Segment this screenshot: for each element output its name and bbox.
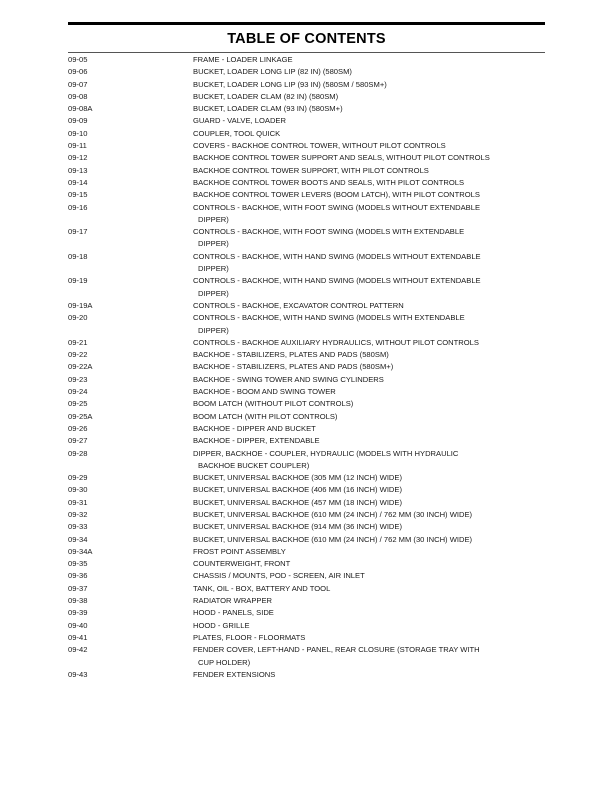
toc-entry-description-line1: BUCKET, UNIVERSAL BACKHOE (406 MM (16 INCH) WIDE) [193, 485, 403, 495]
toc-entry-code: 09-30 [68, 485, 88, 495]
toc-entry-description-line1: BUCKET, UNIVERSAL BACKHOE (457 MM (18 INCH) WIDE) [193, 497, 403, 507]
toc-entry[interactable] [68, 484, 558, 496]
toc-entry-code: 09-39 [68, 608, 88, 618]
toc-entry-description-line1: BACKHOE CONTROL TOWER LEVERS (BOOM LATCH), WITH PILOT CONTROLS [193, 190, 480, 200]
toc-entry-code: 09-08A [68, 104, 93, 114]
toc-entry[interactable] [68, 546, 558, 558]
toc-entry-code: 09-10 [68, 128, 88, 138]
toc-entry[interactable] [68, 607, 558, 619]
toc-entry-description [193, 583, 558, 595]
toc-entry-description-line1: BACKHOE CONTROL TOWER SUPPORT, WITH PILOT CONTROLS [193, 165, 429, 175]
toc-entry[interactable] [68, 337, 558, 349]
toc-entry-code: 09-34A [68, 546, 93, 556]
toc-entry[interactable] [68, 644, 558, 669]
toc-entry-description [193, 79, 558, 91]
toc-entry[interactable] [68, 152, 558, 164]
toc-entry-description-line1: BUCKET, UNIVERSAL BACKHOE (610 MM (24 INCH) / 762 MM (30 INCH) WIDE) [193, 534, 473, 544]
toc-entry-code: 09-15 [68, 190, 88, 200]
table-of-contents-list [68, 54, 558, 681]
toc-entry[interactable] [68, 435, 558, 447]
toc-entry[interactable] [68, 386, 558, 398]
toc-entry-description [193, 398, 558, 410]
toc-entry-description-line1: BACKHOE - STABILIZERS, PLATES AND PADS (580SM) [193, 350, 389, 360]
toc-entry[interactable] [68, 115, 558, 127]
toc-entry-code: 09-07 [68, 79, 88, 89]
toc-entry-description-line1: DIPPER, BACKHOE - COUPLER, HYDRAULIC (MODELS WITH HYDRAULIC [193, 448, 459, 458]
toc-entry-description-line1: CONTROLS - BACKHOE, WITH FOOT SWING (MODELS WITH EXTENDABLE [193, 227, 465, 237]
toc-entry-description-line1: BACKHOE CONTROL TOWER BOOTS AND SEALS, WITH PILOT CONTROLS [193, 177, 465, 187]
toc-entry-description [193, 546, 558, 558]
toc-entry-code: 09-32 [68, 509, 88, 519]
toc-entry-description-line2: DIPPER) [198, 264, 229, 274]
toc-entry-description-line1: PLATES, FLOOR - FLOORMATS [193, 632, 306, 642]
toc-entry-code: 09-17 [68, 227, 88, 237]
toc-entry-code: 09-25 [68, 399, 88, 409]
toc-entry-description-line1: CONTROLS - BACKHOE, WITH FOOT SWING (MODELS WITHOUT EXTENDABLE [193, 202, 481, 212]
toc-entry-description [193, 91, 558, 103]
toc-entry[interactable] [68, 509, 558, 521]
toc-entry[interactable] [68, 275, 558, 300]
toc-entry-code: 09-29 [68, 473, 88, 483]
toc-entry[interactable] [68, 595, 558, 607]
toc-entry-description-line1: BACKHOE - DIPPER, EXTENDABLE [193, 436, 320, 446]
toc-entry-description [193, 448, 558, 473]
toc-entry-code: 09-21 [68, 337, 88, 347]
toc-entry[interactable] [68, 570, 558, 582]
toc-entry-description-line1: BOOM LATCH (WITH PILOT CONTROLS) [193, 411, 338, 421]
toc-entry[interactable] [68, 91, 558, 103]
toc-entry-description-line1: BACKHOE - SWING TOWER AND SWING CYLINDERS [193, 374, 384, 384]
toc-entry[interactable] [68, 140, 558, 152]
toc-entry-description-line1: BUCKET, UNIVERSAL BACKHOE (610 MM (24 INCH) / 762 MM (30 INCH) WIDE) [193, 509, 473, 519]
toc-entry[interactable] [68, 54, 558, 66]
toc-entry-code: 09-12 [68, 153, 88, 163]
toc-entry[interactable] [68, 251, 558, 276]
toc-entry-description-line1: FROST POINT ASSEMBLY [193, 546, 286, 556]
toc-entry-description-line1: BACKHOE - STABILIZERS, PLATES AND PADS (580SM+) [193, 362, 394, 372]
toc-entry-code: 09-40 [68, 620, 88, 630]
toc-entry-code: 09-11 [68, 141, 87, 151]
toc-entry-code: 09-13 [68, 165, 88, 175]
toc-entry[interactable] [68, 189, 558, 201]
toc-entry-description [193, 669, 558, 681]
toc-entry-description [193, 251, 558, 276]
toc-entry[interactable] [68, 177, 558, 189]
toc-entry-description [193, 66, 558, 78]
toc-entry-description [193, 374, 558, 386]
toc-entry-description [193, 165, 558, 177]
toc-entry-code: 09-38 [68, 596, 88, 606]
toc-entry[interactable] [68, 448, 558, 473]
toc-entry-description-line1: BUCKET, LOADER LONG LIP (93 IN) (580SM / 580SM+) [193, 79, 387, 89]
toc-entry-description-line1: COVERS - BACKHOE CONTROL TOWER, WITHOUT PILOT CONTROLS [193, 141, 446, 151]
toc-entry-description-line1: COUPLER, TOOL QUICK [193, 128, 281, 138]
toc-entry-description-line1: BUCKET, UNIVERSAL BACKHOE (914 MM (36 INCH) WIDE) [193, 522, 403, 532]
toc-entry-description [193, 570, 558, 582]
toc-entry-description [193, 177, 558, 189]
toc-entry-description-line1: GUARD - VALVE, LOADER [193, 116, 286, 126]
toc-entry[interactable] [68, 374, 558, 386]
toc-entry-description-line1: COUNTERWEIGHT, FRONT [193, 559, 291, 569]
toc-entry-description-line1: CONTROLS - BACKHOE AUXILIARY HYDRAULICS, WITHOUT PILOT CONTROLS [193, 337, 479, 347]
toc-entry-description [193, 202, 558, 227]
toc-entry-description-line1: FENDER EXTENSIONS [193, 669, 276, 679]
toc-entry-description [193, 337, 558, 349]
toc-entry-description-line1: HOOD - PANELS, SIDE [193, 608, 274, 618]
toc-entry-code: 09-23 [68, 374, 88, 384]
toc-entry-description-line2: DIPPER) [198, 325, 229, 335]
toc-entry-description [193, 189, 558, 201]
toc-entry-code: 09-20 [68, 313, 88, 323]
toc-entry[interactable] [68, 521, 558, 533]
toc-entry[interactable] [68, 583, 558, 595]
toc-entry-description-line1: BUCKET, LOADER CLAM (82 IN) (580SM) [193, 91, 339, 101]
toc-entry-description-line1: HOOD - GRILLE [193, 620, 250, 630]
header-bottom-rule [68, 52, 545, 53]
toc-entry-description-line2: CUP HOLDER) [198, 657, 251, 667]
toc-entry-description [193, 620, 558, 632]
toc-entry-description [193, 411, 558, 423]
toc-entry-code: 09-27 [68, 436, 88, 446]
toc-entry-description-line1: CONTROLS - BACKHOE, EXCAVATOR CONTROL PATTERN [193, 300, 404, 310]
toc-entry-code: 09-19A [68, 300, 93, 310]
toc-entry[interactable] [68, 128, 558, 140]
toc-entry-code: 09-25A [68, 411, 93, 421]
toc-entry-code: 09-22A [68, 362, 93, 372]
toc-entry-description-line1: BACKHOE - DIPPER AND BUCKET [193, 423, 316, 433]
toc-entry-description [193, 349, 558, 361]
toc-entry-description-line1: FENDER COVER, LEFT-HAND - PANEL, REAR CLOSURE (STORAGE TRAY WITH [193, 645, 480, 655]
toc-entry-code: 09-08 [68, 91, 88, 101]
toc-entry-description-line1: RADIATOR WRAPPER [193, 596, 273, 606]
toc-entry-code: 09-24 [68, 387, 88, 397]
header-top-rule [68, 22, 545, 25]
toc-entry-code: 09-18 [68, 251, 88, 261]
toc-entry-description-line1: BUCKET, LOADER CLAM (93 IN) (580SM+) [193, 104, 343, 114]
toc-entry-description-line1: TANK, OIL - BOX, BATTERY AND TOOL [193, 583, 331, 593]
toc-entry-description [193, 521, 558, 533]
toc-entry-description [193, 300, 558, 312]
toc-entry[interactable] [68, 472, 558, 484]
toc-entry-code: 09-34 [68, 534, 88, 544]
toc-entry-description [193, 435, 558, 447]
page-title: TABLE OF CONTENTS [227, 31, 386, 47]
toc-entry-code: 09-28 [68, 448, 88, 458]
toc-entry[interactable] [68, 632, 558, 644]
toc-entry-description [193, 484, 558, 496]
toc-entry-code: 09-42 [68, 645, 88, 655]
toc-entry-code: 09-41 [68, 632, 88, 642]
toc-entry-description [193, 472, 558, 484]
toc-entry-description [193, 386, 558, 398]
toc-entry-code: 09-33 [68, 522, 88, 532]
toc-entry-description [193, 140, 558, 152]
toc-entry-description [193, 558, 558, 570]
toc-entry-description-line1: CONTROLS - BACKHOE, WITH HAND SWING (MODELS WITHOUT EXTENDABLE [193, 251, 481, 261]
toc-entry[interactable] [68, 79, 558, 91]
toc-entry-code: 09-22 [68, 350, 88, 360]
toc-entry-description-line2: DIPPER) [198, 214, 229, 224]
toc-entry-description [193, 509, 558, 521]
toc-entry[interactable] [68, 226, 558, 251]
toc-entry[interactable] [68, 300, 558, 312]
toc-entry-description [193, 312, 558, 337]
toc-entry-code: 09-31 [68, 497, 88, 507]
toc-entry[interactable] [68, 558, 558, 570]
toc-entry-description [193, 361, 558, 373]
toc-entry-description [193, 226, 558, 251]
toc-entry[interactable] [68, 202, 558, 227]
toc-entry-description [193, 632, 558, 644]
toc-entry[interactable] [68, 669, 558, 681]
toc-entry-description-line1: FRAME - LOADER LINKAGE [193, 55, 293, 64]
toc-entry[interactable] [68, 349, 558, 361]
toc-entry[interactable] [68, 361, 558, 373]
toc-entry[interactable] [68, 423, 558, 435]
toc-entry-description [193, 534, 558, 546]
toc-entry-description-line1: CHASSIS / MOUNTS, POD - SCREEN, AIR INLET [193, 571, 365, 581]
toc-entry-description-line1: CONTROLS - BACKHOE, WITH HAND SWING (MODELS WITH EXTENDABLE [193, 313, 465, 323]
toc-entry-description [193, 423, 558, 435]
toc-entry-description [193, 152, 558, 164]
toc-entry[interactable] [68, 534, 558, 546]
toc-entry-code: 09-37 [68, 583, 88, 593]
toc-entry-description-line1: BACKHOE - BOOM AND SWING TOWER [193, 387, 336, 397]
toc-entry-description [193, 607, 558, 619]
toc-entry[interactable] [68, 66, 558, 78]
toc-entry-description-line1: BACKHOE CONTROL TOWER SUPPORT AND SEALS, WITHOUT PILOT CONTROLS [193, 153, 490, 163]
toc-entry-description-line2: DIPPER) [198, 288, 229, 298]
toc-entry-description [193, 275, 558, 300]
toc-entry-description [193, 115, 558, 127]
toc-entry[interactable] [68, 165, 558, 177]
toc-entry[interactable] [68, 312, 558, 337]
page-header [68, 22, 545, 53]
toc-entry-code: 09-35 [68, 559, 88, 569]
toc-entry-code: 09-05 [68, 55, 88, 64]
toc-entry-description [193, 128, 558, 140]
toc-entry[interactable] [68, 398, 558, 410]
toc-entry-code: 09-19 [68, 276, 88, 286]
toc-entry-description-line1: BUCKET, LOADER LONG LIP (82 IN) (580SM) [193, 67, 352, 77]
toc-entry[interactable] [68, 497, 558, 509]
toc-entry-code: 09-09 [68, 116, 88, 126]
toc-entry-description [193, 644, 558, 669]
toc-entry-code: 09-14 [68, 177, 88, 187]
toc-entry-code: 09-26 [68, 423, 88, 433]
toc-entry-description [193, 595, 558, 607]
toc-entry-code: 09-16 [68, 202, 88, 212]
toc-entry-code: 09-36 [68, 571, 88, 581]
toc-entry-description-line2: BACKHOE BUCKET COUPLER) [198, 460, 310, 470]
toc-entry-description-line1: CONTROLS - BACKHOE, WITH HAND SWING (MODELS WITHOUT EXTENDABLE [193, 276, 481, 286]
toc-entry-code: 09-43 [68, 669, 88, 679]
toc-entry-description-line2: DIPPER) [198, 239, 229, 249]
toc-entry-description [193, 103, 558, 115]
toc-entry[interactable] [68, 411, 558, 423]
toc-entry-description [193, 54, 558, 66]
toc-entry-code: 09-06 [68, 67, 88, 77]
toc-entry-description [193, 497, 558, 509]
toc-entry-description-line1: BOOM LATCH (WITHOUT PILOT CONTROLS) [193, 399, 354, 409]
toc-entry-description-line1: BUCKET, UNIVERSAL BACKHOE (305 MM (12 INCH) WIDE) [193, 473, 403, 483]
toc-entry[interactable] [68, 620, 558, 632]
toc-entry[interactable] [68, 103, 558, 115]
